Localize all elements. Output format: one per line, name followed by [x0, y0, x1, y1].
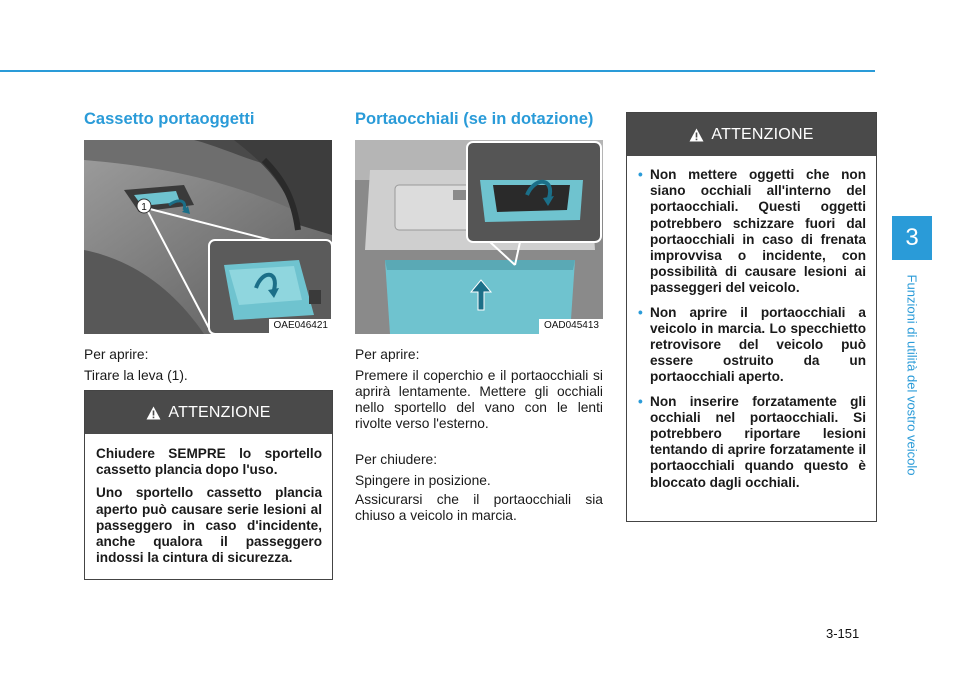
section-title-glasses-holder: Portaocchiali (se in dotazione) — [355, 110, 594, 128]
photo-code-glovebox: OAE046421 — [269, 319, 333, 334]
warning-item-1: • Non mettere oggetti che non siano occhiali all'interno del portaocchiali. Questi oggetti potrebbero schizzare fuori dal portaocchiali in caso di frenata improvvisa o incidente, con possibilità di causare lesioni ai passeggeri del veicolo. — [638, 167, 866, 297]
warning-triangle-icon — [689, 128, 704, 142]
warning-title: ATTENZIONE — [168, 403, 271, 421]
section-title-glovebox: Cassetto portaoggetti — [84, 110, 255, 128]
callout-1-label: 1 — [141, 202, 147, 213]
glovebox-illustration — [84, 140, 332, 334]
chapter-number-tab: 3 — [892, 216, 932, 260]
warning-text-2: Uno sportello cassetto plancia aperto può causare serie lesioni al passeggero in caso d'incidente, anche qualora il passeggero indossi la cintura di sicurezza. — [96, 485, 322, 566]
glasses-open-label: Per aprire: — [355, 347, 420, 362]
warning-item-3: • Non inserire forzatamente gli occhiali nel portaocchiali. Si potrebbero riportare lesioni tentando di aprire forzatamente il portaocchiali quando questo è bloccato dagli occhiali. — [638, 394, 866, 491]
warning-item-2: • Non aprire il portaocchiali a veicolo in marcia. Lo specchietto retrovisore del veicolo può essere ostruito da un portaocchiali aperto. — [638, 305, 866, 386]
glasses-close-text: Spingere in posizione. — [355, 473, 491, 488]
photo-code-glasses-holder: OAD045413 — [539, 319, 603, 334]
warning-box-glovebox — [84, 390, 333, 580]
warning-list — [638, 167, 866, 491]
chapter-title-vertical: Funzioni di utilità del vostro veicolo — [904, 274, 920, 476]
glovebox-step-label: Per aprire: — [84, 347, 149, 362]
warning-box-glasses-holder — [626, 112, 877, 522]
glovebox-photo — [84, 140, 332, 334]
glovebox-step-text: Tirare la leva (1). — [84, 368, 188, 383]
warning-triangle-icon — [146, 406, 161, 420]
glasses-open-text: Premere il coperchio e il portaocchiali si aprirà lentamente. Mettere gli occhiali nello sportello del vano con le lenti rivolte verso l'esterno. — [355, 368, 603, 431]
glasses-safety-text: Assicurarsi che il portaocchiali sia chiuso a veicolo in marcia. — [355, 492, 603, 523]
glasses-holder-photo — [355, 140, 603, 334]
top-rule — [0, 70, 875, 72]
warning-title: ATTENZIONE — [711, 125, 814, 143]
glasses-holder-illustration — [355, 140, 603, 334]
warning-header — [85, 391, 332, 434]
glasses-close-label: Per chiudere: — [355, 452, 438, 467]
page-number: 3-151 — [826, 626, 860, 641]
warning-text-1: Chiudere SEMPRE lo sportello cassetto plancia dopo l'uso. — [96, 446, 322, 478]
warning-header — [627, 113, 876, 156]
